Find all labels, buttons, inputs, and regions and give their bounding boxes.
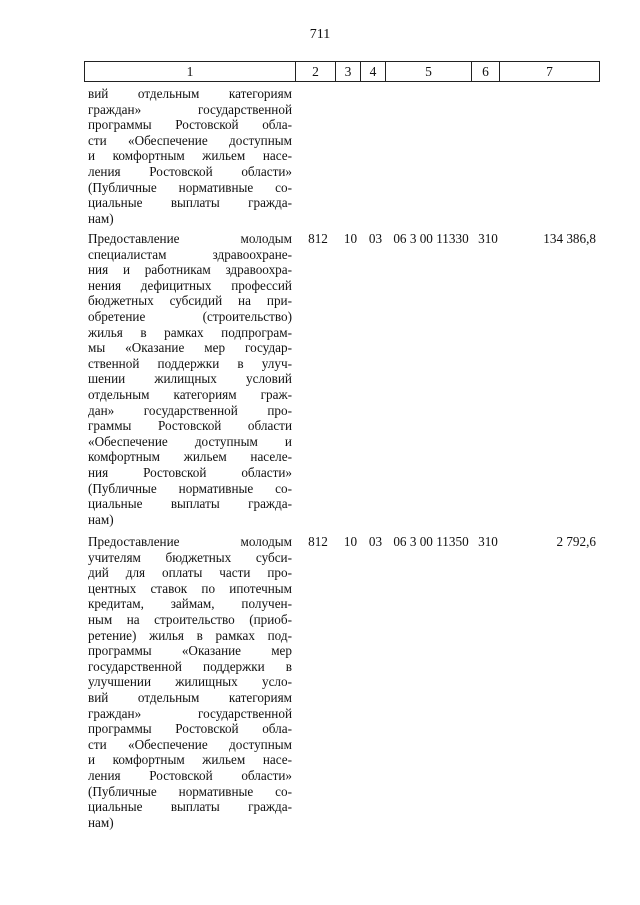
- description-line: вий отдельным категориям: [88, 86, 292, 101]
- cell-c6: 310: [478, 534, 498, 549]
- description-line: нения дефицитных профессий: [88, 277, 292, 293]
- description-line: жилья в рамках подпрограм-: [88, 324, 292, 340]
- row-description: [88, 86, 292, 226]
- description-line: граммы Ростовской области: [88, 418, 292, 434]
- header-col-2: 2: [296, 62, 336, 81]
- description-line: нам): [88, 814, 114, 830]
- description-line: (Публичные нормативные со-: [88, 179, 292, 195]
- description-line: нам): [88, 210, 114, 226]
- description-line: сти «Обеспечение доступным: [88, 736, 292, 752]
- description-line: ления Ростовской области»: [88, 163, 292, 179]
- description-line: комфортным жильем населе-: [88, 449, 292, 465]
- description-line: центных ставок по ипотечным: [88, 580, 292, 596]
- description-line: Предоставление молодым: [88, 534, 292, 549]
- cell-c5: 06 3 00 11350: [393, 534, 469, 549]
- cell-c3: 10: [343, 231, 358, 246]
- header-col-3: 3: [336, 62, 361, 81]
- cell-c7: 134 386,8: [543, 231, 596, 246]
- description-line: ния Ростовской области»: [88, 464, 292, 480]
- description-line: сти «Обеспечение доступным: [88, 132, 292, 148]
- description-line: программы Ростовской обла-: [88, 721, 292, 737]
- row-description: [88, 231, 292, 527]
- header-col-5: 5: [386, 62, 472, 81]
- description-line: ления Ростовской области»: [88, 767, 292, 783]
- header-col-7: 7: [546, 63, 553, 79]
- description-line: вий отдельным категориям: [88, 689, 292, 705]
- description-line: дий для оплаты части про-: [88, 565, 292, 581]
- description-line: программы Ростовской обла-: [88, 117, 292, 133]
- description-line: граждан» государственной: [88, 705, 292, 721]
- cell-c4: 03: [368, 534, 383, 549]
- header-col-6: 6: [472, 62, 500, 81]
- description-line: ния и работникам здравоохра-: [88, 262, 292, 278]
- description-line: циальные выплаты гражда-: [88, 496, 292, 512]
- description-line: циальные выплаты гражда-: [88, 799, 292, 815]
- description-line: и комфортным жильем насе-: [88, 752, 292, 768]
- cell-c2: 812: [308, 534, 328, 549]
- description-line: Предоставление молодым: [88, 231, 292, 246]
- description-line: дан» государственной про-: [88, 402, 292, 418]
- description-line: шении жилищных условий: [88, 371, 292, 387]
- description-line: кредитам, займам, получен-: [88, 596, 292, 612]
- description-line: ственной поддержки в улуч-: [88, 355, 292, 371]
- row-description: [88, 534, 292, 830]
- description-line: «Обеспечение доступным и: [88, 433, 292, 449]
- description-line: отдельным категориям граж-: [88, 386, 292, 402]
- description-line: учителям бюджетных субси-: [88, 549, 292, 565]
- description-line: улучшении жилищных усло-: [88, 674, 292, 690]
- cell-c6: 310: [478, 231, 498, 246]
- cell-c3: 10: [343, 534, 358, 549]
- description-line: и комфортным жильем насе-: [88, 148, 292, 164]
- header-col-1: 1: [85, 62, 296, 81]
- description-line: программы «Оказание мер: [88, 643, 292, 659]
- description-line: обретение (строительство): [88, 308, 292, 324]
- table-header: [84, 61, 600, 82]
- cell-c2: 812: [308, 231, 328, 246]
- description-line: государственной поддержки в: [88, 658, 292, 674]
- description-line: мы «Оказание мер государ-: [88, 340, 292, 356]
- description-line: нам): [88, 511, 114, 527]
- description-line: ным на строительство (приоб-: [88, 611, 292, 627]
- description-line: (Публичные нормативные со-: [88, 783, 292, 799]
- description-line: бюджетных субсидий на при-: [88, 293, 292, 309]
- description-line: специалистам здравоохране-: [88, 246, 292, 262]
- cell-c7: 2 792,6: [556, 534, 596, 549]
- cell-c5: 06 3 00 11330: [393, 231, 469, 246]
- page-number: 711: [309, 27, 331, 42]
- description-line: циальные выплаты гражда-: [88, 195, 292, 211]
- description-line: (Публичные нормативные со-: [88, 480, 292, 496]
- description-line: ретение) жилья в рамках под-: [88, 627, 292, 643]
- description-line: граждан» государственной: [88, 101, 292, 117]
- cell-c4: 03: [368, 231, 383, 246]
- header-col-4: 4: [361, 62, 386, 81]
